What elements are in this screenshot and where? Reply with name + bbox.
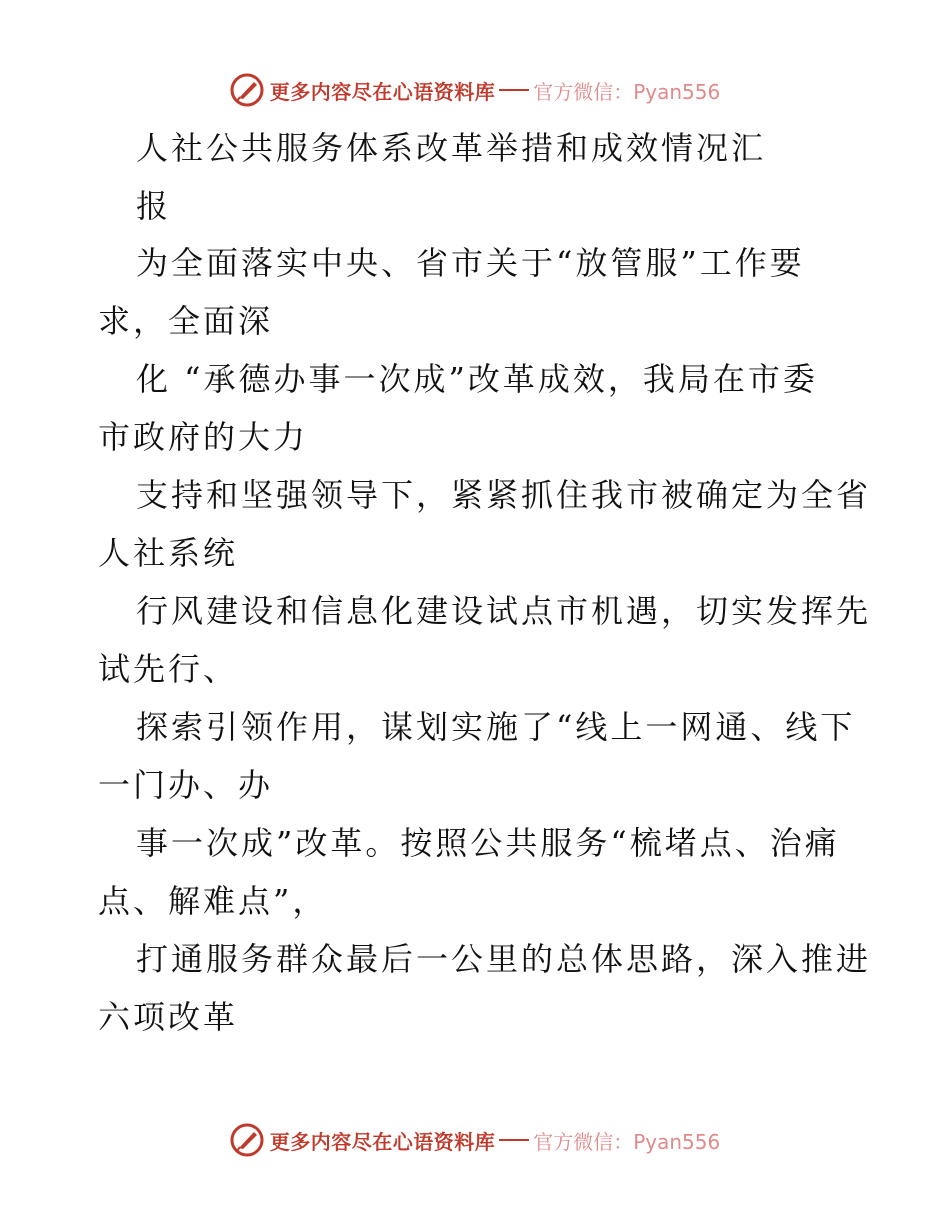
- watermark-separator: [499, 89, 529, 91]
- watermark-contact-text: 官方微信：Pyan556: [533, 79, 721, 104]
- document-line: 六项改革: [98, 998, 239, 1036]
- document-line: 人社系统: [98, 534, 239, 572]
- document-line: 探索引领作用，谋划实施了“线上一网通、线下: [136, 708, 856, 746]
- document-line: 试先行、: [98, 650, 239, 688]
- watermark-brand-text: 更多内容尽在心语资料库: [269, 79, 496, 104]
- document-line: 点、解难点”，: [98, 882, 328, 920]
- feather-pen-seal-icon: [230, 1123, 264, 1157]
- document-title-line-1: 人社公共服务体系改革举措和成效情况汇: [136, 129, 767, 167]
- feather-pen-seal-icon: [230, 73, 264, 107]
- watermark-header: [0, 70, 950, 110]
- document-title-line-2: 报: [136, 187, 172, 225]
- watermark-footer: [0, 1120, 950, 1160]
- document-line: 求，全面深: [98, 302, 274, 340]
- document-line: 事一次成”改革。按照公共服务“梳堵点、治痛: [136, 824, 840, 862]
- document-line: 打通服务群众最后一公里的总体思路，深入推进: [136, 940, 872, 978]
- watermark-brand-text: 更多内容尽在心语资料库: [269, 1129, 496, 1154]
- watermark-contact-text: 官方微信：Pyan556: [533, 1129, 721, 1154]
- document-line: 一门办、办: [98, 766, 274, 804]
- document-line: 行风建设和信息化建设试点市机遇，切实发挥先: [136, 592, 872, 630]
- document-line: 化 “承德办事一次成”改革成效，我局在市委: [136, 360, 818, 398]
- document-line: 市政府的大力: [98, 418, 309, 456]
- document-line: 支持和坚强领导下，紧紧抓住我市被确定为全省: [136, 476, 872, 514]
- watermark-separator: [499, 1139, 529, 1141]
- document-line: 为全面落实中央、省市关于“放管服”工作要: [136, 244, 805, 282]
